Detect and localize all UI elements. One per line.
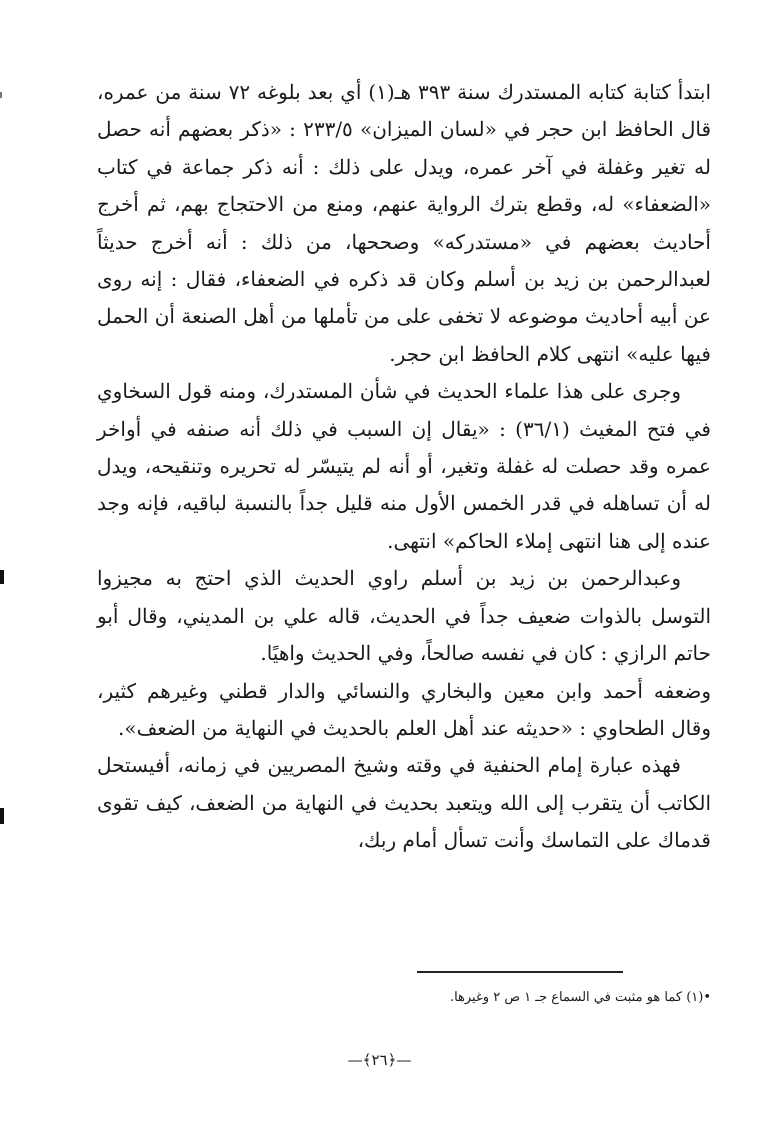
scan-edge-mark (0, 808, 4, 824)
scan-edge-mark (0, 570, 4, 584)
scan-edge-mark (0, 92, 2, 98)
footnote: •(١) كما هو مثبت في السماع جـ ١ ص ٢ وغيرها. (449, 990, 711, 1005)
paragraph-4: وضعفه أحمد وابن معين والبخاري والنسائي والدار قطني وغيرهم كثير، وقال الطحاوي : «حديثه عند أهل العلم بالحديث في النهاية من الضعف». (97, 678, 711, 740)
paragraph-2: وجرى على هذا علماء الحديث في شأن المستدرك، ومنه قول السخاوي في فتح المغيث (٣٦/١) : «يقال إن السبب في ذلك أنه صنفه في أواخر عمره وقد حصلت له غفلة وتغير، أو أنه لم يتيسّر له تحريره وتنقيحه، ويدل له أن تساهله في قدر الخمس الأول منه قليل جداً بالنسبة لباقيه، فإنه وجد عنده إلى هنا انتهى إملاء الحاكم» انتهى. (97, 379, 711, 553)
main-text (97, 74, 711, 860)
paragraph-1: ابتدأ كتابة كتابه المستدرك سنة ٣٩٣ هـ(١) أي بعد بلوغه ٧٢ سنة من عمره، قال الحافظ ابن حجر في «لسان الميزان» ٢٣٣/٥ : «ذكر بعضهم أنه حصل له تغير وغفلة في آخر عمره، ويدل على ذلك : أنه ذكر جماعة في كتاب «الضعفاء» له، وقطع بترك الرواية عنهم، ومنع من الاحتجاج بهم، ثم أخرج أحاديث بعضهم في «مستدركه» وصححها، من ذلك : أنه أخرج حديثاً لعبدالرحمن بن زيد بن أسلم وكان قد ذكره في الضعفاء، فقال : إنه روى عن أبيه أحاديث موضوعه لا تخفى على من تأملها من أهل الصنعة أن الحمل فيها عليه» انتهى كلام الحافظ ابن حجر. (97, 80, 712, 366)
page-number: —﴿٢٦﴾— (347, 1051, 412, 1069)
paragraph-5: فهذه عبارة إمام الحنفية في وقته وشيخ المصريين في زمانه، أفيستحل الكاتب أن يتقرب إلى الله ويتعبد بحديث في النهاية من الضعف، كيف تقوى قدماك على التماسك وأنت تسأل أمام ربك، (97, 753, 711, 853)
paragraph-3: وعبدالرحمن بن زيد بن أسلم راوي الحديث الذي احتج به مجيزوا التوسل بالذوات ضعيف جداً في الحديث، قاله علي بن المديني، وقال أبو حاتم الرازي : كان في نفسه صالحاً، وفي الحديث واهيًا. (97, 566, 711, 666)
footnote-divider (417, 971, 623, 973)
